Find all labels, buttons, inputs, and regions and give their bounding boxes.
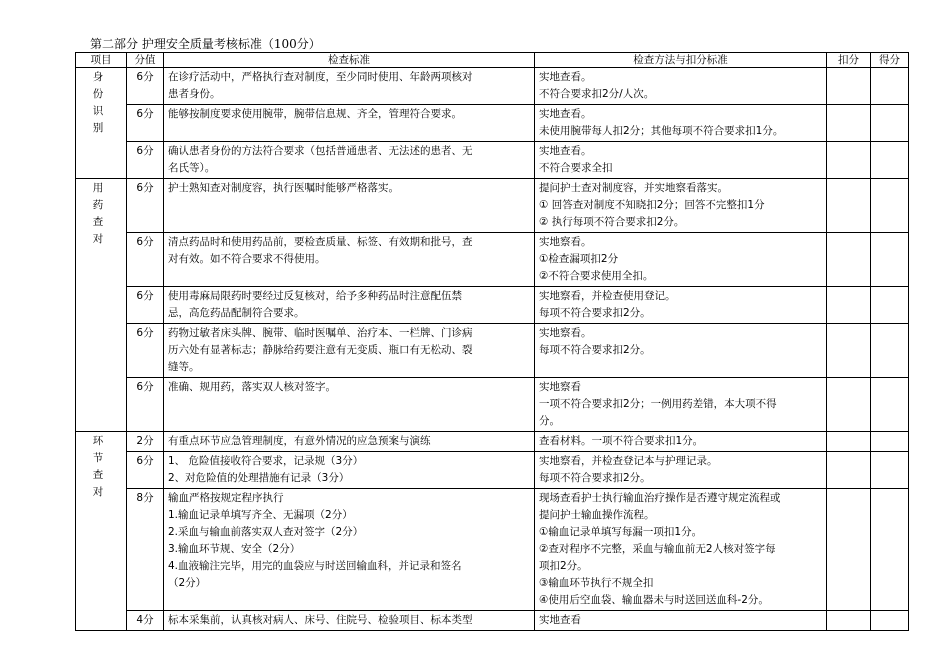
table-row bbox=[76, 68, 909, 105]
method-line: 实地查看 bbox=[539, 614, 581, 626]
method-line: 实地查看。 bbox=[539, 108, 592, 120]
got-cell[interactable] bbox=[871, 142, 909, 179]
method-line: ①检查漏项扣2分 bbox=[539, 253, 619, 265]
method-line: 提问护士输血操作流程。 bbox=[539, 509, 655, 521]
score-cell: 6分 bbox=[127, 105, 164, 142]
score-cell: 2分 bbox=[127, 432, 164, 452]
table-row bbox=[76, 142, 909, 179]
group-label: 用 药 bbox=[92, 182, 110, 211]
method-cell bbox=[535, 324, 827, 378]
method-line: ①输血记录单填写每漏一项扣1分。 bbox=[539, 526, 703, 538]
method-line: 实地察看。 bbox=[539, 327, 592, 339]
deduct-cell[interactable] bbox=[827, 611, 871, 631]
standard-cell bbox=[164, 105, 535, 142]
method-line: 每项不符合要求扣2分。 bbox=[539, 307, 651, 319]
group-link bbox=[76, 432, 127, 631]
method-line: 一项不符合要求扣2分；一例用药差错，本大项不得 bbox=[539, 398, 777, 410]
deduct-cell[interactable] bbox=[827, 142, 871, 179]
got-cell[interactable] bbox=[871, 179, 909, 233]
standard-cell bbox=[164, 611, 535, 631]
standard-line: 忌，高危药品配制符合要求。 bbox=[168, 307, 305, 319]
deduct-cell[interactable] bbox=[827, 452, 871, 489]
method-line: 不符合要求全扣 bbox=[539, 162, 613, 174]
method-cell bbox=[535, 432, 827, 452]
method-line: 不符合要求扣2分/人次。 bbox=[539, 88, 655, 100]
method-cell bbox=[535, 142, 827, 179]
standard-cell bbox=[164, 324, 535, 378]
method-line: 每项不符合要求扣2分。 bbox=[539, 472, 651, 484]
method-cell bbox=[535, 611, 827, 631]
method-line: 实地察看，并检查登记本与护理记录。 bbox=[539, 455, 718, 467]
standard-cell bbox=[164, 452, 535, 489]
standard-line: 4.血液输注完毕，用完的血袋应与时送回输血科，并记录和签名 bbox=[168, 560, 462, 572]
method-line: 每项不符合要求扣2分。 bbox=[539, 344, 651, 356]
deduct-cell[interactable] bbox=[827, 287, 871, 324]
method-line: 未使用腕带每人扣2分；其他每项不符合要求扣1分。 bbox=[539, 125, 784, 137]
method-line: ④使用后空血袋、输血器未与时送回送血科-2分。 bbox=[539, 594, 769, 606]
score-cell: 6分 bbox=[127, 287, 164, 324]
method-line: 查看材料。一项不符合要求扣1分。 bbox=[539, 435, 704, 447]
standard-line: 1.输血记录单填写齐全、无漏项（2分） bbox=[168, 509, 353, 521]
method-line: ②查对程序不完整，采血与输血前无2人核对签字每 bbox=[539, 543, 776, 555]
got-cell[interactable] bbox=[871, 324, 909, 378]
got-cell[interactable] bbox=[871, 105, 909, 142]
got-cell[interactable] bbox=[871, 489, 909, 611]
method-line: 实地察看，并检查使用登记。 bbox=[539, 290, 676, 302]
table-row bbox=[76, 452, 909, 489]
header-score: 分值 bbox=[127, 53, 164, 68]
standard-cell bbox=[164, 432, 535, 452]
score-cell: 6分 bbox=[127, 142, 164, 179]
standard-line: 缝等。 bbox=[168, 361, 200, 373]
table-row bbox=[76, 611, 909, 631]
method-line: ②不符合要求使用全扣。 bbox=[539, 270, 654, 282]
standard-line: 历六处有显著标志；静脉给药要注意有无变质、瓶口有无松动、裂 bbox=[168, 344, 473, 356]
document-caption: 第二部分 护理安全质量考核标准（100分） bbox=[90, 37, 321, 51]
table-row bbox=[76, 105, 909, 142]
score-cell: 6分 bbox=[127, 378, 164, 432]
got-cell[interactable] bbox=[871, 378, 909, 432]
score-cell: 6分 bbox=[127, 324, 164, 378]
method-line: ② 执行每项不符合要求扣2分。 bbox=[539, 216, 685, 228]
standard-line: 输血严格按规定程序执行 bbox=[168, 492, 284, 504]
table-row bbox=[76, 432, 909, 452]
standard-cell bbox=[164, 233, 535, 287]
got-cell[interactable] bbox=[871, 611, 909, 631]
header-standard: 检查标准 bbox=[164, 53, 535, 68]
standard-line: 对有效。如不符合要求不得使用。 bbox=[168, 253, 326, 265]
deduct-cell[interactable] bbox=[827, 378, 871, 432]
score-cell: 4分 bbox=[127, 611, 164, 631]
table-row bbox=[76, 179, 909, 233]
standard-cell bbox=[164, 489, 535, 611]
method-line: 现场查看护士执行输血治疗操作是否遵守规定流程或 bbox=[539, 492, 781, 504]
group-label: 身 份 bbox=[92, 71, 110, 100]
got-cell[interactable] bbox=[871, 452, 909, 489]
standard-line: 准确、规用药，落实双人核对签字。 bbox=[168, 381, 336, 393]
standard-line: 护士熟知查对制度容，执行医嘱时能够严格落实。 bbox=[168, 182, 399, 194]
method-line: 实地查看。 bbox=[539, 71, 592, 83]
standard-line: 名氏等）。 bbox=[168, 162, 216, 174]
method-line: 分。 bbox=[539, 415, 560, 427]
standard-line: 能够按制度要求使用腕带，腕带信息规、齐全，管理符合要求。 bbox=[168, 108, 462, 120]
standard-line: 2、对危险值的处理措施有记录（3分） bbox=[168, 472, 350, 484]
table-row bbox=[76, 378, 909, 432]
method-line: 项扣2分。 bbox=[539, 560, 588, 572]
table-row bbox=[76, 489, 909, 611]
standard-line: 在诊疗活动中，严格执行查对制度，至少同时使用、年龄两项核对 bbox=[168, 71, 473, 83]
standard-line: 确认患者身份的方法符合要求（包括普通患者、无法述的患者、无 bbox=[168, 145, 473, 157]
assessment-table bbox=[75, 52, 909, 631]
standard-cell bbox=[164, 142, 535, 179]
standard-line: 使用毒麻局限药时要经过反复核对，给予多种药品时注意配伍禁 bbox=[168, 290, 462, 302]
method-line: 实地查看。 bbox=[539, 145, 592, 157]
deduct-cell[interactable] bbox=[827, 489, 871, 611]
got-cell[interactable] bbox=[871, 68, 909, 105]
standard-cell bbox=[164, 287, 535, 324]
standard-cell bbox=[164, 68, 535, 105]
method-line: ③输血环节执行不规全扣 bbox=[539, 577, 654, 589]
got-cell[interactable] bbox=[871, 233, 909, 287]
header-item: 项目 bbox=[76, 53, 127, 68]
standard-line: 有重点环节应急管理制度，有意外情况的应急预案与演练 bbox=[168, 435, 431, 447]
deduct-cell[interactable] bbox=[827, 233, 871, 287]
method-line: 实地察看。 bbox=[539, 236, 592, 248]
got-cell[interactable] bbox=[871, 287, 909, 324]
standard-line: 清点药品时和使用药品前，要检查质量、标签、有效期和批号，查 bbox=[168, 236, 473, 248]
standard-line: 患者身份。 bbox=[168, 88, 221, 100]
deduct-cell[interactable] bbox=[827, 432, 871, 452]
deduct-cell[interactable] bbox=[827, 324, 871, 378]
method-line: ① 回答查对制度不知晓扣2分；回答不完整扣1分 bbox=[539, 199, 765, 211]
standard-line: （2分） bbox=[168, 577, 207, 589]
method-cell bbox=[535, 68, 827, 105]
method-cell bbox=[535, 452, 827, 489]
table-header-row bbox=[76, 53, 909, 68]
standard-line: 1、 危险值接收符合要求，记录规（3分） bbox=[168, 455, 364, 467]
standard-line: 3.输血环节规、安全（2分） bbox=[168, 543, 301, 555]
group-label: 查 对 bbox=[92, 216, 110, 245]
score-cell: 6分 bbox=[127, 68, 164, 105]
method-cell bbox=[535, 489, 827, 611]
group-label: 环 节 bbox=[92, 435, 110, 464]
deduct-cell[interactable] bbox=[827, 105, 871, 142]
method-line: 实地察看 bbox=[539, 381, 581, 393]
group-label: 查 对 bbox=[92, 469, 110, 498]
table-row bbox=[76, 233, 909, 287]
score-cell: 6分 bbox=[127, 452, 164, 489]
standard-line: 2.采血与输血前落实双人查对签字（2分） bbox=[168, 526, 364, 538]
standard-cell bbox=[164, 179, 535, 233]
header-got: 得分 bbox=[871, 53, 909, 68]
score-cell: 8分 bbox=[127, 489, 164, 611]
method-line: 提问护士查对制度容，并实地察看落实。 bbox=[539, 182, 728, 194]
standard-line: 标本采集前，认真核对病人、床号、住院号、检验项目、标本类型 bbox=[168, 614, 473, 626]
group-drug bbox=[76, 179, 127, 432]
table-row bbox=[76, 324, 909, 378]
standard-cell bbox=[164, 378, 535, 432]
header-deduct: 扣分 bbox=[827, 53, 871, 68]
header-method: 检查方法与扣分标准 bbox=[535, 53, 827, 68]
table-row bbox=[76, 287, 909, 324]
score-cell: 6分 bbox=[127, 179, 164, 233]
got-cell[interactable] bbox=[871, 432, 909, 452]
method-cell bbox=[535, 233, 827, 287]
deduct-cell[interactable] bbox=[827, 179, 871, 233]
method-cell bbox=[535, 287, 827, 324]
score-cell: 6分 bbox=[127, 233, 164, 287]
group-identity bbox=[76, 68, 127, 179]
method-cell bbox=[535, 378, 827, 432]
deduct-cell[interactable] bbox=[827, 68, 871, 105]
standard-line: 药物过敏者床头牌、腕带、临时医嘱单、治疗本、一栏牌、门诊病 bbox=[168, 327, 473, 339]
method-cell bbox=[535, 179, 827, 233]
group-label: 识 别 bbox=[92, 105, 110, 134]
method-cell bbox=[535, 105, 827, 142]
